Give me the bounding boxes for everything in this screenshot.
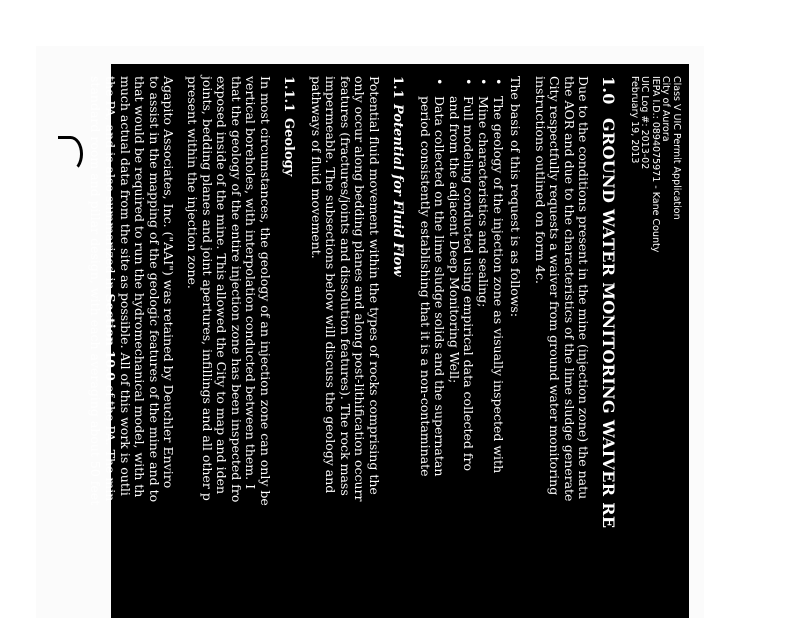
bullet-icon: • <box>432 78 448 86</box>
bullet-icon: • <box>475 78 491 86</box>
header-line: February 19, 2013 <box>629 76 640 164</box>
text-line: that would be required to run the hydromechanical model, with th <box>132 76 148 498</box>
geology-paragraph <box>184 76 272 618</box>
basis-intro: The basis of this request is as follows: <box>508 76 524 318</box>
text-line: pathways of fluid movement. <box>308 76 324 259</box>
list-item: • The geology of the injection zone as visually inspected with <box>490 78 506 474</box>
text-line: Potential fluid movement within the types of rocks comprising the <box>366 76 382 495</box>
text-line: impermeable. The subsections below will discuss the geology and <box>323 76 339 494</box>
list-item: • Full modeling conducted using empirical data collected fro and from the adjacent Deep Monitoring Well; <box>446 78 477 471</box>
subsection-heading <box>390 76 405 618</box>
text-line: features (fractures/joints and dissolution features). The rock mass <box>337 76 353 496</box>
text-line: Due to the conditions present in the mine (injection zone) the natu <box>576 76 592 500</box>
text-line: the PA, and is also summarized in Section 10.0 of the PA. The min <box>103 76 119 502</box>
section-number: 1.0 <box>599 76 619 105</box>
section-heading <box>600 76 619 618</box>
agapito-paragraph <box>88 76 176 618</box>
header-line: Class V UIC Permit Application <box>671 76 682 220</box>
basis-list <box>417 76 505 618</box>
intro-paragraph <box>532 76 590 618</box>
text-line: present within the injection zone. <box>185 76 201 289</box>
page-content <box>88 64 689 618</box>
text-line: vertical boreholes, with interpolation conducted between them. I <box>243 76 259 490</box>
text-line: standard room and pillar design, with each averaging about 50 feet <box>88 76 104 506</box>
subsection-title: Potential for Fluid Flow <box>389 104 405 277</box>
subsubsection-heading <box>281 76 296 618</box>
text-line: the AOR and due to the characteristics of the lime sludge generate <box>561 76 577 502</box>
header-line: IEPA I.D.: 0894075971 - Kane County <box>650 76 661 253</box>
bullet-icon: • <box>490 78 506 86</box>
scan-bracket-mark <box>58 136 83 172</box>
list-item: • Data collected on the lime sludge solids and the supernatan period consistently establishing that it is a non-contaminate <box>417 78 448 477</box>
text-line: City respectfully requests a waiver from ground water monitoring <box>547 76 563 496</box>
text-line: to assist in the mapping of the geologic features of the mine and to <box>146 76 162 503</box>
list-item: • Mine characteristics and sealing; <box>475 78 491 308</box>
header-line: UIC Log #: 2013-02 <box>639 76 651 170</box>
text-line: joints, bedding planes and joint apertures, infillings and all other p <box>199 76 215 501</box>
text-line: instructions outlined on form 4c. <box>532 76 548 284</box>
text-line: that the geology of the entire injection zone has been inspected fro <box>228 76 244 503</box>
header-line: City of Aurora <box>660 76 672 142</box>
text-line: Agapito Associates, Inc. ("AAI") was retained by Deuchler Enviro <box>161 76 177 489</box>
text-line: exposed inside of the mine. This allowed the City to map and iden <box>214 76 230 495</box>
document-header <box>629 76 682 618</box>
subsection-number: 1.1 <box>389 76 405 99</box>
text-line: only occur along bedding planes and along post-lithification occurr <box>352 76 368 502</box>
section-reference: Section 10.0 <box>103 293 119 381</box>
subsubsection-title: Geology <box>281 118 296 177</box>
text-line: In most circumstances, the geology of an injection zone can only be <box>258 76 273 506</box>
text-line: much actual data from the site as possible. All of this work is outli <box>117 76 133 496</box>
scanned-page <box>88 64 689 618</box>
fluid-paragraph <box>308 76 381 618</box>
bullet-icon: • <box>461 78 477 86</box>
subsubsection-number: 1.1.1 <box>281 76 296 113</box>
section-title: GROUND WATER MONITORING WAIVER RE <box>599 118 619 529</box>
